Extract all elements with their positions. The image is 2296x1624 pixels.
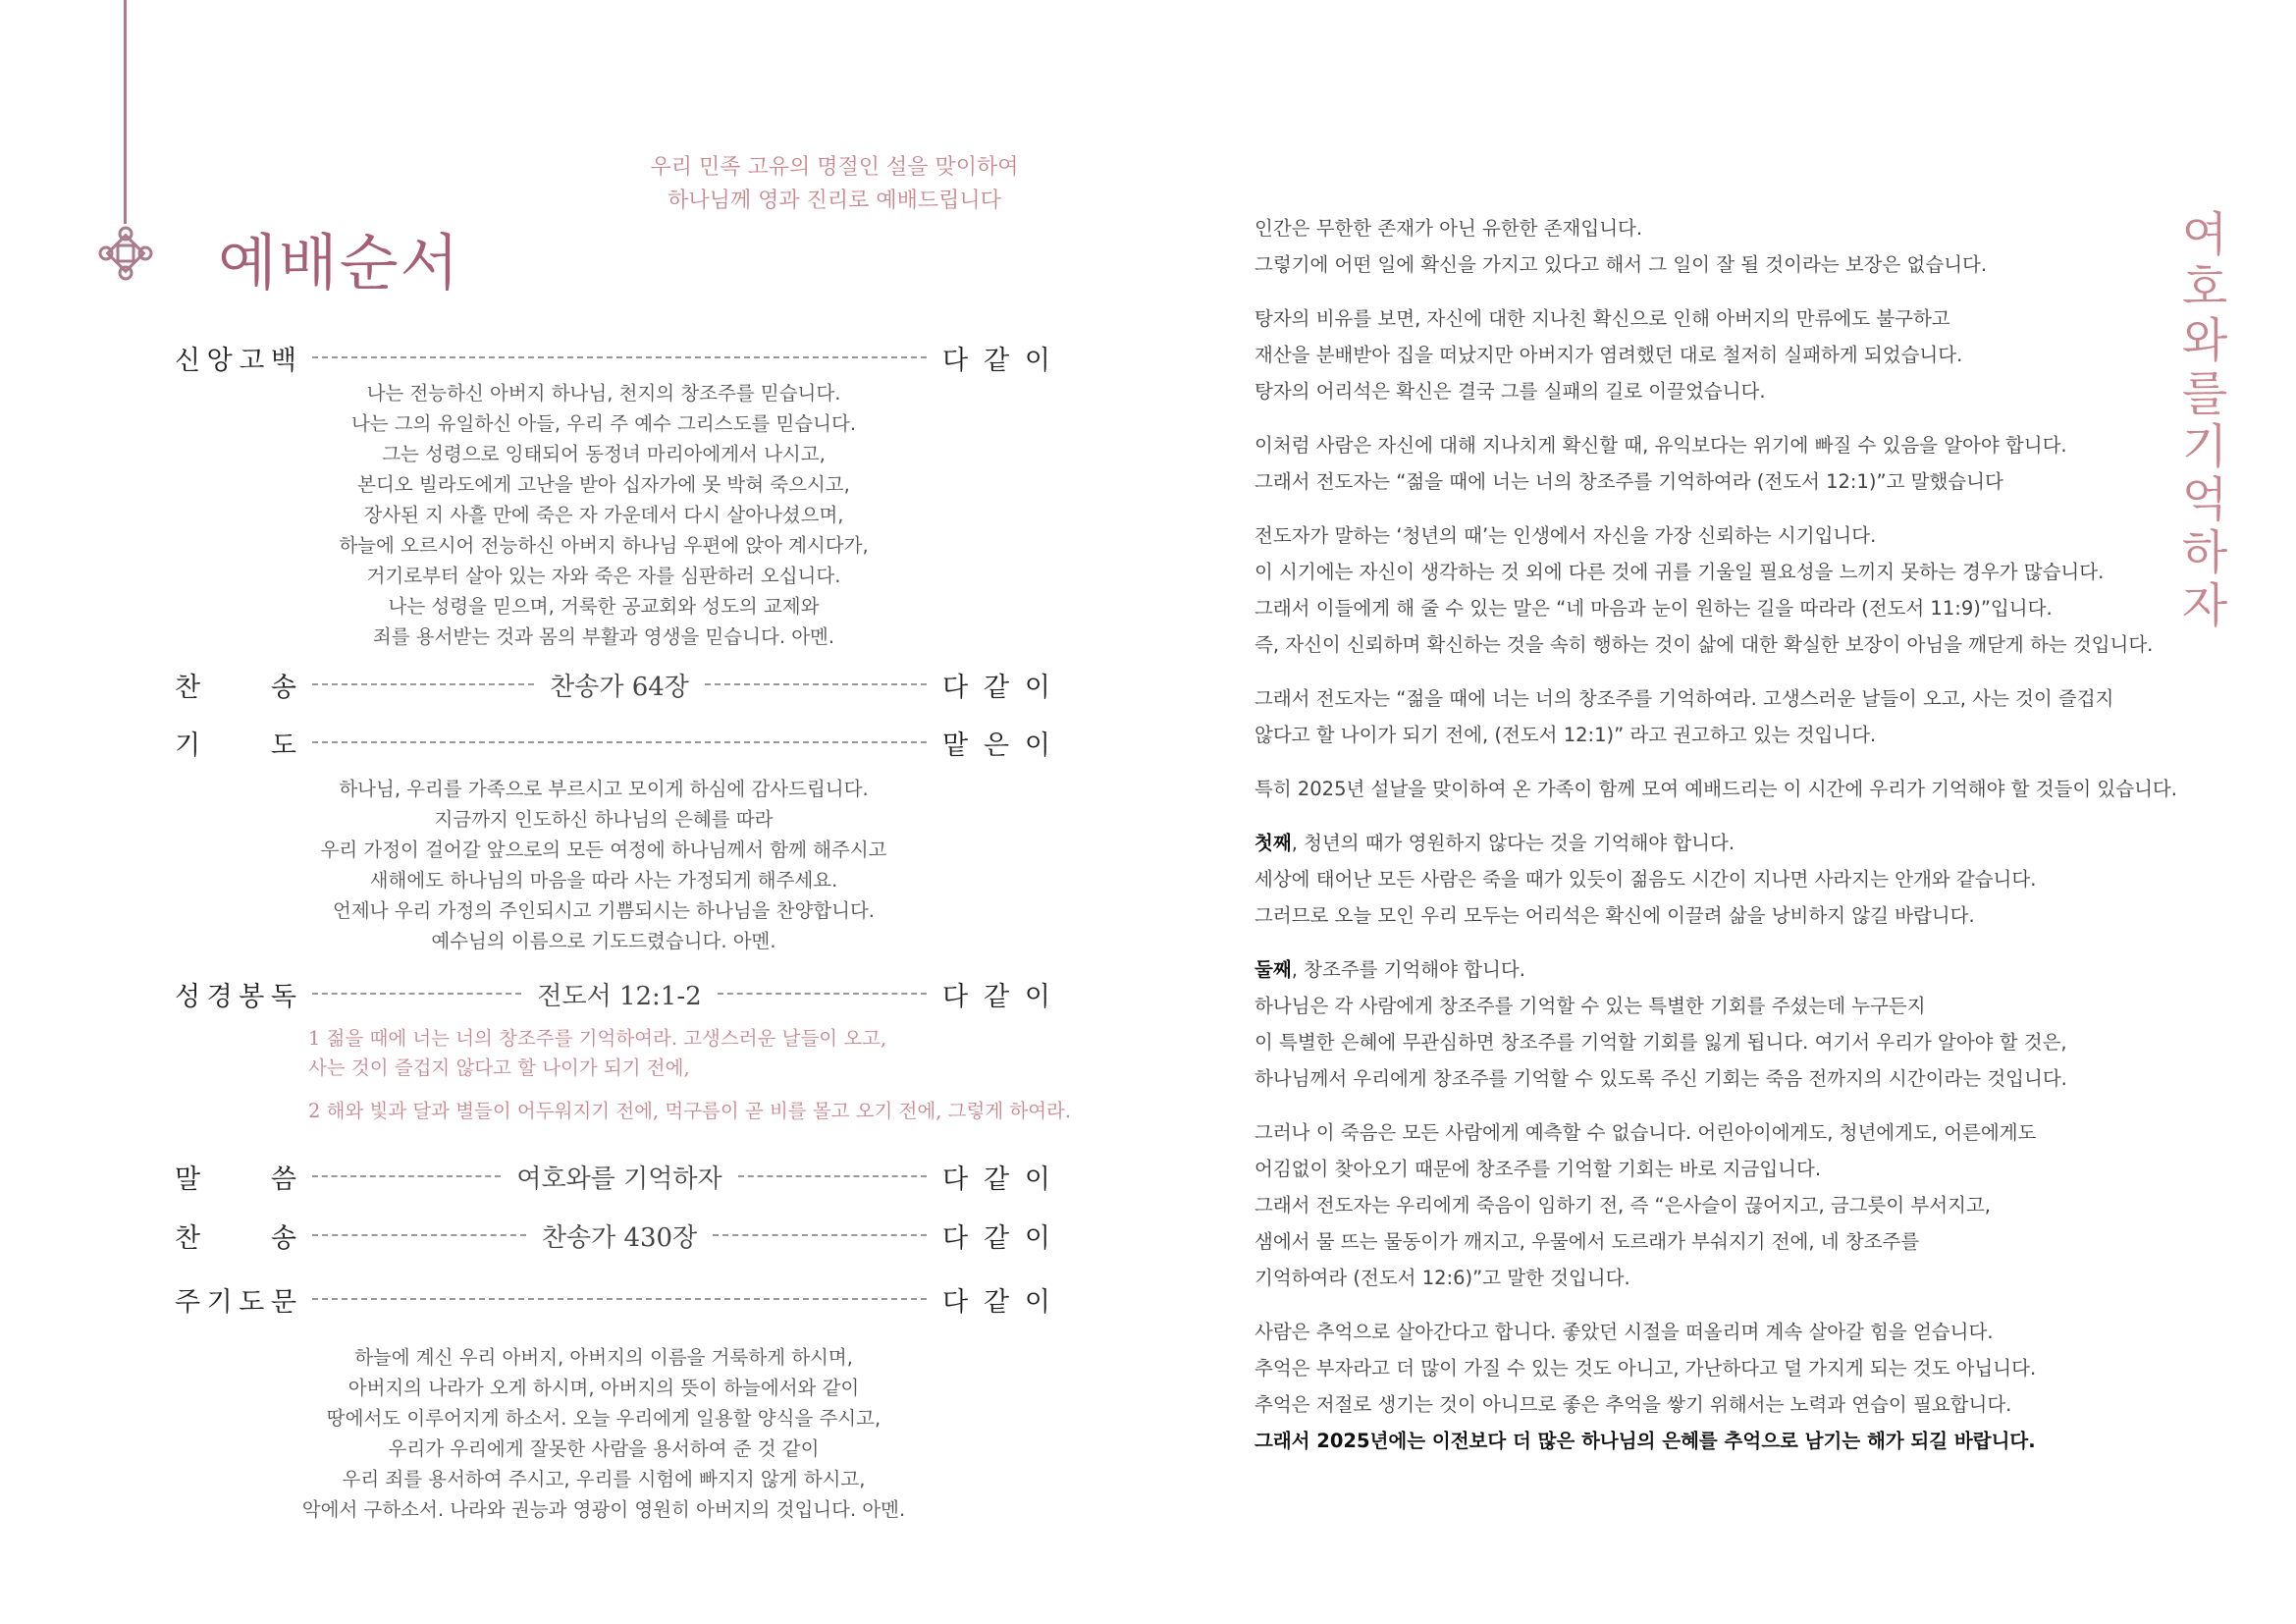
- sermon-line: [1255, 463, 2158, 500]
- sermon-line: [1255, 1386, 2158, 1423]
- sermon-text: 그러나 이 죽음은 모든 사람에게 예측할 수 없습니다. 어린아이에게도, 청년에게도, 어른에게도: [1255, 1121, 2037, 1144]
- dashed-leader: [738, 1175, 927, 1177]
- text-line: 우리 죄를 용서하여 주시고, 우리를 시험에 빠지지 않게 하시고,: [342, 1468, 866, 1490]
- order-label: [175, 1158, 296, 1196]
- text-line: 예수님의 이름으로 기도드렸습니다. 아멘.: [431, 930, 776, 952]
- prayer-text: [250, 774, 957, 956]
- order-label: [175, 724, 296, 762]
- verse-line: 1 젊을 때에 너는 너의 창조주를 기억하여라. 고생스러운 날들이 오고,: [308, 1027, 887, 1050]
- order-label-char: 기: [175, 730, 201, 761]
- sermon-text: 탕자의 비유를 보면, 자신에 대한 지나친 확신으로 인해 아버지의 만류에도 불구하고: [1255, 307, 1950, 330]
- sermon-line: [1255, 1187, 2158, 1223]
- sermon-line: [1255, 337, 2158, 373]
- title-char: 자: [2181, 578, 2228, 633]
- order-row: [175, 1279, 1050, 1319]
- order-performer-char: 다: [942, 981, 969, 1012]
- order-label-char: 신: [175, 345, 201, 376]
- sermon-line: [1255, 1223, 2158, 1260]
- title-char: 여: [2181, 207, 2228, 262]
- sermon-text: 이처럼 사람은 자신에 대해 지나치게 확신할 때, 유익보다는 위기에 빠질 수 있음을 알아야 합니다.: [1255, 434, 2067, 457]
- order-label-char: 말: [175, 1164, 201, 1195]
- dashed-leader: [312, 741, 927, 743]
- sermon-line: [1255, 1423, 2158, 1459]
- text-line: 아버지의 나라가 오게 하시며, 아버지의 뜻이 하늘에서와 같이: [347, 1377, 860, 1399]
- title-char: 기: [2181, 419, 2228, 474]
- dashed-leader: [312, 993, 521, 995]
- order-performer-char: 이: [1024, 1164, 1051, 1195]
- text-line: 나는 전능하신 아버지 하나님, 천지의 창조주를 믿습니다.: [366, 382, 841, 405]
- sermon-line: [1255, 1314, 2158, 1350]
- title-char: 를: [2181, 366, 2228, 421]
- sermon-paragraph: [1255, 210, 2158, 283]
- sermon-line: [1255, 1350, 2158, 1386]
- sermon-line: [1255, 210, 2158, 246]
- order-item: 전도서 12:1-2: [537, 981, 702, 1011]
- order-performer-char: 같: [983, 345, 1010, 376]
- order-performer-char: 다: [942, 672, 969, 703]
- order-performer-char: 같: [983, 1164, 1010, 1195]
- order-performer-char: 이: [1024, 672, 1051, 703]
- sermon-paragraph: [1255, 825, 2158, 934]
- order-label-char: 성: [175, 981, 201, 1012]
- order-item: 찬송가 64장: [550, 672, 689, 702]
- order-row: [175, 665, 1050, 704]
- order-row: [175, 974, 1050, 1013]
- sermon-text: 특히 2025년 설날을 맞이하여 온 가족이 함께 모여 예배드리는 이 시간에 우리가 기억해야 할 것들이 있습니다.: [1255, 778, 2177, 800]
- order-performer-char: 이: [1024, 1222, 1051, 1254]
- sermon-line: [1255, 517, 2158, 554]
- sermon-title-vertical: [2177, 208, 2232, 632]
- order-item: 찬송가 430장: [541, 1222, 698, 1253]
- text-line: 나는 그의 유일하신 아들, 우리 주 예수 그리스도를 믿습니다.: [350, 412, 857, 435]
- sermon-line: [1255, 1024, 2158, 1060]
- order-row: [175, 723, 1050, 762]
- order-item: 여호와를 기억하자: [516, 1164, 722, 1194]
- sermon-text: 그래서 이들에게 해 줄 수 있는 말은 “네 마음과 눈이 원하는 길을 따라라 (전도서 11:9)”입니다.: [1255, 597, 2053, 620]
- sermon-text: 그래서 전도자는 우리에게 죽음이 임하기 전, 즉 “은사슬이 끊어지고, 금그릇이 부서지고,: [1255, 1194, 1991, 1217]
- sermon-text: 전도자가 말하는 ‘청년의 때’는 인생에서 자신을 가장 신뢰하는 시기입니다.: [1255, 524, 1877, 547]
- order-row: [175, 338, 1050, 377]
- text-line: 언제나 우리 가정의 주인되시고 기쁨되시는 하나님을 찬양합니다.: [333, 899, 875, 922]
- text-line: 나는 성령을 믿으며, 거룩한 공교회와 성도의 교제와: [388, 595, 820, 618]
- sermon-text: 하나님은 각 사람에게 창조주를 기억할 수 있는 특별한 기회를 주셨는데 누구든지: [1255, 995, 1926, 1017]
- order-performer-char: 같: [983, 1222, 1010, 1254]
- lords-prayer: [250, 1342, 957, 1525]
- sermon-paragraph: [1255, 517, 2158, 663]
- text-line: 우리 가정이 걸어갈 앞으로의 모든 여정에 하나님께서 함께 해주시고: [320, 839, 887, 861]
- dashed-leader: [312, 356, 927, 358]
- sermon-body: [1255, 210, 2177, 1477]
- order-row: [175, 1157, 1050, 1196]
- title-char: 호: [2181, 260, 2228, 315]
- order-label-char: 송: [270, 672, 296, 703]
- subtitle-line: 하나님께 영과 진리로 예배드립니다: [667, 189, 1001, 213]
- sermon-line: [1255, 300, 2158, 337]
- dashed-leader: [713, 1234, 927, 1236]
- sermon-line: [1255, 1151, 2158, 1187]
- sermon-text: 즉, 자신이 신뢰하며 확신하는 것을 속히 행하는 것이 삶에 대한 확실한 보장이 아님을 깨닫게 하는 것입니다.: [1255, 633, 2154, 656]
- order-label-char: 씀: [270, 1164, 296, 1195]
- order-label-char: 경: [206, 981, 233, 1012]
- order-performer-char: 다: [942, 345, 969, 376]
- sermon-text: 그러므로 오늘 모인 우리 모두는 어리석은 확신에 이끌려 삶을 낭비하지 않길 바랍니다.: [1255, 904, 1975, 927]
- text-line: 거기로부터 살아 있는 자와 죽은 자를 심판하러 오십니다.: [366, 565, 841, 587]
- title-char: 하: [2181, 525, 2228, 580]
- sermon-paragraph: [1255, 427, 2158, 500]
- sermon-line: [1255, 825, 2158, 861]
- sermon-text: , 창조주를 기억해야 합니다.: [1291, 958, 1525, 981]
- sermon-paragraph: [1255, 680, 2158, 753]
- sermon-line: [1255, 626, 2158, 663]
- order-label: [175, 666, 296, 704]
- sermon-text: 재산을 분배받아 집을 떠났지만 아버지가 염려했던 대로 철저히 실패하게 되었습니다.: [1255, 344, 1963, 366]
- dashed-leader: [312, 1175, 501, 1177]
- sermon-line: [1255, 1260, 2158, 1296]
- sermon-line: [1255, 861, 2158, 897]
- sermon-paragraph: [1255, 1314, 2158, 1459]
- sermon-text: 그렇기에 어떤 일에 확신을 가지고 있다고 해서 그 일이 잘 될 것이라는 보장은 없습니다.: [1255, 253, 1988, 276]
- order-performer-char: 맡: [942, 730, 969, 761]
- sermon-text: 탕자의 어리석은 확신은 결국 그를 실패의 길로 이끌었습니다.: [1255, 380, 1766, 403]
- order-performer: [942, 1217, 1050, 1255]
- order-performer: [942, 724, 1050, 762]
- order-performer-char: 같: [983, 672, 1010, 703]
- order-label-char: 기: [206, 1286, 233, 1318]
- order-performer-char: 이: [1024, 345, 1050, 376]
- emphasis: 첫째: [1255, 832, 1292, 854]
- sermon-text: 하나님께서 우리에게 창조주를 기억할 수 있도록 주신 기회는 죽음 전까지의 시간이라는 것입니다.: [1255, 1067, 2067, 1090]
- sermon-text: 세상에 태어난 모든 사람은 죽을 때가 있듯이 젊음도 시간이 지나면 사라지는 안개와 같습니다.: [1255, 868, 2037, 891]
- order-performer-char: 이: [1024, 981, 1051, 1012]
- order-performer-char: 이: [1024, 730, 1050, 761]
- order-row: [175, 1216, 1050, 1255]
- text-line: 본디오 빌라도에게 고난을 받아 십자가에 못 박혀 죽으시고,: [357, 473, 850, 496]
- order-label-char: 독: [270, 981, 296, 1012]
- verse-line: 2 해와 빛과 달과 별들이 어두워지기 전에, 먹구름이 곧 비를 몰고 오기 전에, 그렇게 하여라.: [308, 1100, 1072, 1122]
- sermon-text: 이 특별한 은혜에 무관심하면 창조주를 기억할 기회를 잃게 됩니다. 여기서 우리가 알아야 할 것은,: [1255, 1031, 2067, 1054]
- order-label-char: 도: [239, 1286, 265, 1318]
- sermon-text: 어김없이 찾아오기 때문에 창조주를 기억할 기회는 바로 지금입니다.: [1255, 1158, 1822, 1180]
- order-label-char: 봉: [239, 981, 265, 1012]
- sermon-line: [1255, 427, 2158, 463]
- sermon-line: [1255, 680, 2158, 717]
- text-line: 땅에서도 이루어지게 하소서. 오늘 우리에게 일용할 양식을 주시고,: [326, 1407, 881, 1430]
- order-label-char: 송: [270, 1222, 296, 1254]
- sermon-text: 인간은 무한한 존재가 아닌 유한한 존재입니다.: [1255, 217, 1643, 240]
- sermon-paragraph: [1255, 1114, 2158, 1296]
- order-label-char: 도: [270, 730, 296, 761]
- text-line: 그는 성령으로 잉태되어 동정녀 마리아에게서 나시고,: [382, 443, 826, 465]
- order-label: [175, 1217, 296, 1255]
- sermon-text: 샘에서 물 뜨는 물동이가 깨지고, 우물에서 도르래가 부숴지기 전에, 네 창조주를: [1255, 1230, 1920, 1253]
- order-performer: [942, 339, 1050, 377]
- order-label-char: 고: [239, 345, 265, 376]
- sermon-line: [1255, 1114, 2158, 1151]
- sermon-line: [1255, 951, 2158, 988]
- sermon-paragraph: [1255, 951, 2158, 1097]
- page-title: 예배순서: [218, 227, 461, 298]
- sermon-text: 그래서 전도자는 “젊을 때에 너는 너의 창조주를 기억하여라. 고생스러운 날들이 오고, 사는 것이 즐겁지: [1255, 687, 2114, 710]
- korean-knot-icon: [96, 224, 155, 283]
- order-performer-char: 이: [1024, 1286, 1050, 1318]
- emphasis: 둘째: [1255, 958, 1292, 981]
- sermon-line: [1255, 554, 2158, 590]
- text-line: 새해에도 하나님의 마음을 따라 사는 가정되게 해주세요.: [369, 869, 838, 892]
- sermon-line: [1255, 717, 2158, 753]
- order-label: [175, 1280, 296, 1319]
- dashed-leader: [312, 1234, 526, 1236]
- order-label-char: 찬: [175, 1222, 201, 1254]
- sermon-text: 그래서 전도자는 “젊을 때에 너는 너의 창조주를 기억하여라 (전도서 12:1)”고 말했습니다: [1255, 470, 2003, 493]
- text-line: 하나님, 우리를 가족으로 부르시고 모이게 하심에 감사드립니다.: [339, 778, 869, 800]
- text-line: 하늘에 계신 우리 아버지, 아버지의 이름을 거룩하게 하시며,: [354, 1346, 853, 1369]
- title-char: 와: [2181, 313, 2228, 368]
- sermon-line: [1255, 1060, 2158, 1097]
- order-performer: [942, 1158, 1050, 1196]
- text-line: 장사된 지 사흘 만에 죽은 자 가운데서 다시 살아나셨으며,: [363, 504, 844, 526]
- sermon-text: 이 시기에는 자신이 생각하는 것 외에 다른 것에 귀를 기울일 필요성을 느끼지 못하는 경우가 많습니다.: [1255, 561, 2105, 583]
- order-performer-char: 같: [983, 981, 1010, 1012]
- dashed-leader: [705, 683, 927, 685]
- order-label: [175, 339, 296, 377]
- order-label: [175, 975, 296, 1013]
- sermon-text: , 청년의 때가 영원하지 않다는 것을 기억해야 합니다.: [1291, 832, 1735, 854]
- sermon-text: 추억은 저절로 생기는 것이 아니므로 좋은 추억을 쌓기 위해서는 노력과 연습이 필요합니다.: [1255, 1393, 2012, 1416]
- sermon-line: [1255, 988, 2158, 1024]
- sermon-paragraph: [1255, 300, 2158, 409]
- title-char: 억: [2181, 472, 2228, 527]
- text-line: 우리가 우리에게 잘못한 사람을 용서하여 준 것 같이: [388, 1437, 820, 1460]
- sermon-text: 추억은 부자라고 더 많이 가질 수 있는 것도 아니고, 가난하다고 덜 가지게 되는 것도 아닙니다.: [1255, 1357, 2037, 1380]
- order-label-char: 앙: [206, 345, 233, 376]
- hanging-cord: [124, 0, 127, 224]
- text-line: 죄를 용서받는 것과 몸의 부활과 영생을 믿습니다. 아멘.: [372, 625, 835, 648]
- text-line: 악에서 구하소서. 나라와 권능과 영광이 영원히 아버지의 것입니다. 아멘.: [301, 1498, 906, 1521]
- order-performer: [942, 1280, 1050, 1319]
- order-performer-char: 은: [983, 730, 1010, 761]
- order-label-char: 백: [270, 345, 296, 376]
- sermon-line: [1255, 373, 2158, 409]
- sermon-text: 사람은 추억으로 살아간다고 합니다. 좋았던 시절을 떠올리며 계속 살아갈 힘을 얻습니다.: [1255, 1321, 1994, 1343]
- sermon-line: [1255, 246, 2158, 283]
- order-label-char: 문: [270, 1286, 296, 1318]
- sermon-line: [1255, 897, 2158, 934]
- apostles-creed: [250, 378, 957, 652]
- emphasis: 그래서 2025년에는 이전보다 더 많은 하나님의 은혜를 추억으로 남기는 해가 되길 바랍니다.: [1255, 1430, 2036, 1452]
- order-performer-char: 다: [942, 1222, 969, 1254]
- order-performer-char: 다: [942, 1164, 969, 1195]
- dashed-leader: [718, 993, 927, 995]
- dashed-leader: [312, 1298, 927, 1300]
- order-performer-char: 같: [983, 1286, 1010, 1318]
- order-performer: [942, 975, 1050, 1013]
- service-subtitle: [628, 151, 1041, 218]
- text-line: 지금까지 인도하신 하나님의 은혜를 따라: [434, 808, 774, 831]
- dashed-leader: [312, 683, 534, 685]
- order-label-char: 찬: [175, 672, 201, 703]
- subtitle-line: 우리 민족 고유의 명절인 설을 맞이하여: [650, 155, 1019, 180]
- sermon-text: 않다고 할 나이가 되기 전에, (전도서 12:1)” 라고 권고하고 있는 것입니다.: [1255, 724, 1877, 746]
- sermon-text: 기억하여라 (전도서 12:6)”고 말한 것입니다.: [1255, 1267, 1630, 1289]
- order-label-char: 주: [175, 1286, 201, 1318]
- text-line: 하늘에 오르시어 전능하신 아버지 하나님 우편에 앉아 계시다가,: [339, 534, 869, 557]
- order-performer-char: 다: [942, 1286, 969, 1318]
- sermon-line: [1255, 590, 2158, 626]
- verse-line: 사는 것이 즐겁지 않다고 할 나이가 되기 전에,: [308, 1056, 690, 1079]
- sermon-line: [1255, 771, 2177, 807]
- order-performer: [942, 666, 1050, 704]
- sermon-paragraph: [1255, 771, 2177, 807]
